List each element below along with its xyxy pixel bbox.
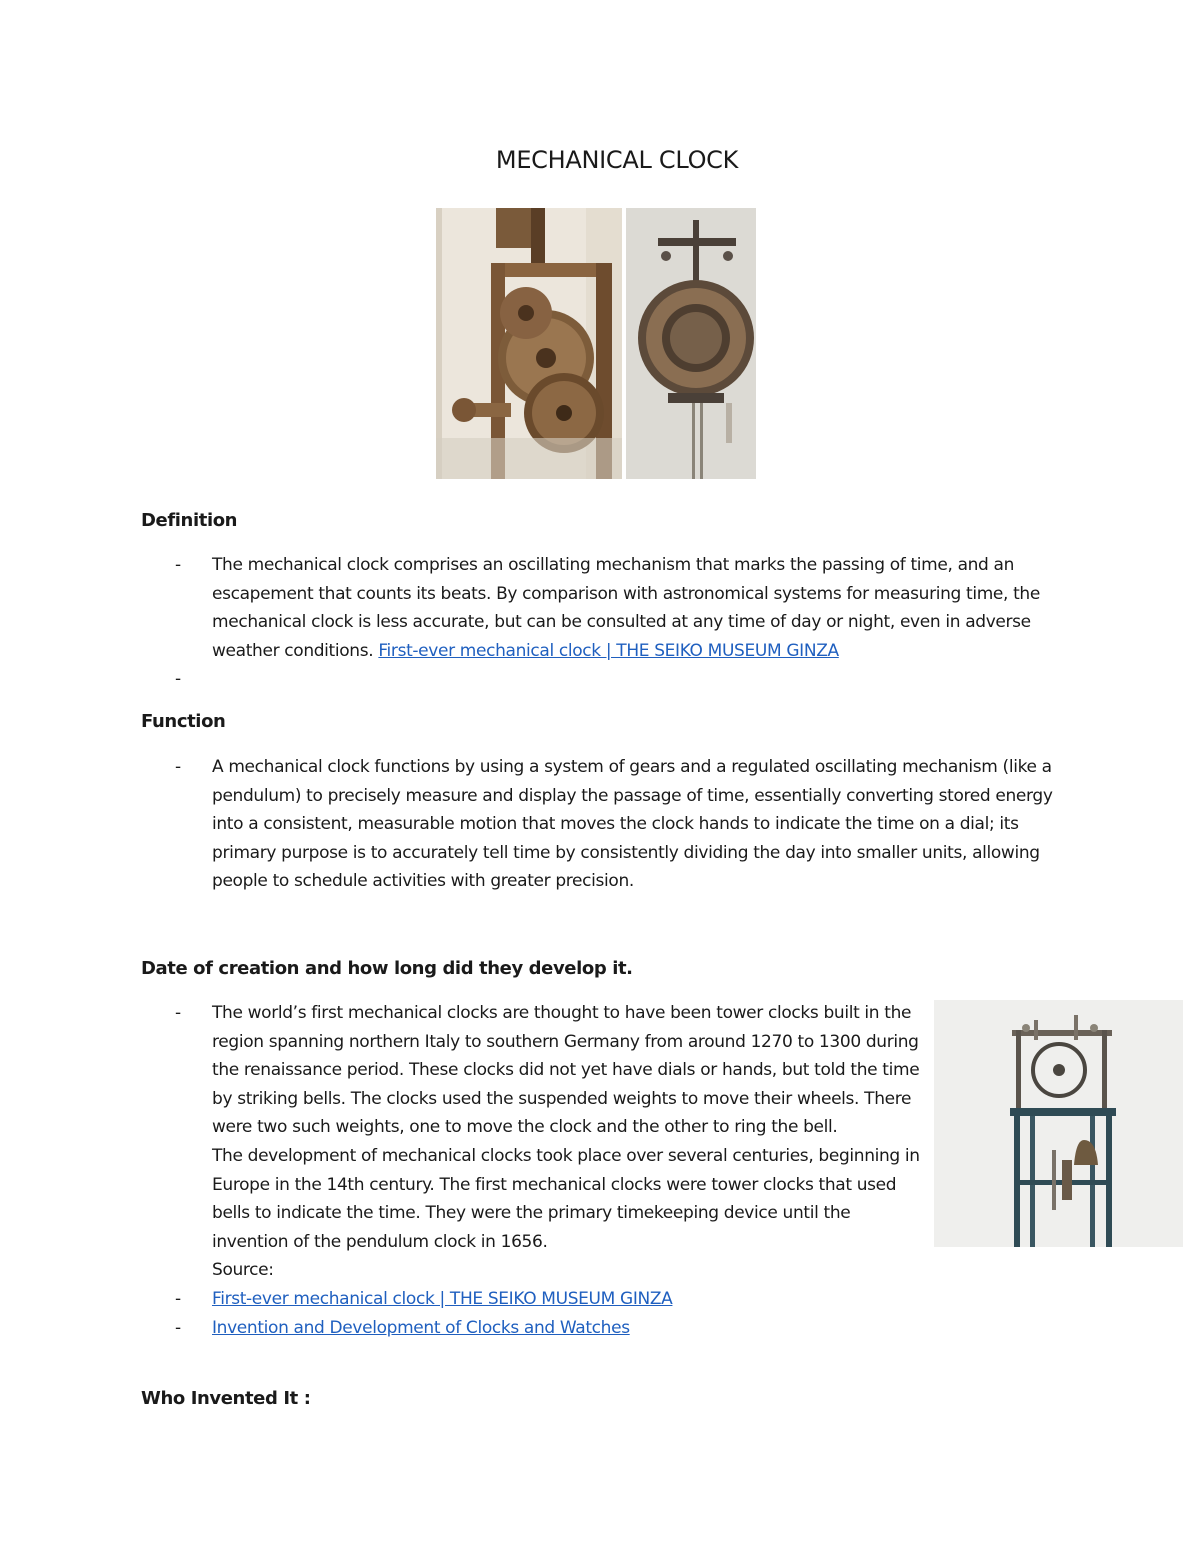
who-invented-heading: Who Invented It : [141, 1388, 311, 1409]
function-text: A mechanical clock functions by using a system of gears and a regulated oscillating mechanism (like a pendulum) to precisely measure and display the passage of time, essentially converting stored energy into a consistent, measurable motion that moves the clock hands to indicate the time on a dial; its primary purpose is to accurately tell time by consistently dividing the day into smaller units, allowing people to schedule activities with greater precision. [212, 757, 1053, 892]
function-heading: Function [141, 711, 226, 732]
bullet-dash: - [175, 1317, 181, 1338]
bullet-dash: - [175, 669, 181, 690]
seiko-museum-source-link[interactable]: First-ever mechanical clock | THE SEIKO MUSEUM GINZA [212, 1288, 673, 1309]
bullet-dash: - [175, 1288, 181, 1309]
date-heading: Date of creation and how long did they develop it. [141, 958, 633, 979]
dial-clock-photo [626, 208, 756, 479]
bullet-dash: - [175, 555, 181, 575]
date-paragraph-1: The world’s first mechanical clocks are thought to have been tower clocks built in the region spanning northern Italy to southern Germany from around 1270 to 1300 during the renaissance period. These clocks did not yet have dials or hands, but told the time by striking bells. The clocks used the suspended weights to move their wheels. There were two such weights, one to move the clock and the other to ring the bell. [212, 1003, 920, 1138]
list-item [175, 999, 920, 1285]
clock-photo-svg [436, 208, 756, 479]
list-item [175, 1314, 920, 1343]
source-label: Source: [212, 1260, 274, 1281]
tower-clock-photo [934, 1000, 1183, 1247]
wooden-gear-photo [436, 208, 626, 479]
date-list [175, 999, 920, 1342]
function-list [175, 753, 1065, 896]
invention-development-link[interactable]: Invention and Development of Clocks and Watches [212, 1317, 630, 1338]
definition-list [175, 551, 1065, 690]
list-item [175, 551, 1065, 665]
seiko-museum-link[interactable]: First-ever mechanical clock | THE SEIKO MUSEUM GINZA [378, 640, 839, 661]
list-item [175, 753, 1065, 896]
list-item [175, 1285, 920, 1314]
bullet-dash: - [175, 1003, 181, 1023]
bullet-dash: - [175, 757, 181, 777]
tower-clock-svg [934, 1000, 1183, 1247]
page-title: MECHANICAL CLOCK [495, 146, 739, 174]
definition-heading: Definition [141, 510, 238, 531]
date-paragraph-2: The development of mechanical clocks took place over several centuries, beginning in Europe in the 14th century. The first mechanical clocks were tower clocks that used bells to indicate the time. They were the primary timekeeping device until the invention of the pendulum clock in 1656. [212, 1145, 920, 1252]
mechanical-clock-photos [436, 208, 756, 479]
definition-text: The mechanical clock comprises an oscillating mechanism that marks the passing of time, and an escapement that counts its beats. By comparison with astronomical systems for measuring time, the mechanical clock is less accurate, but can be consulted at any time of day or night, even in adverse weather conditions. [212, 555, 1040, 661]
